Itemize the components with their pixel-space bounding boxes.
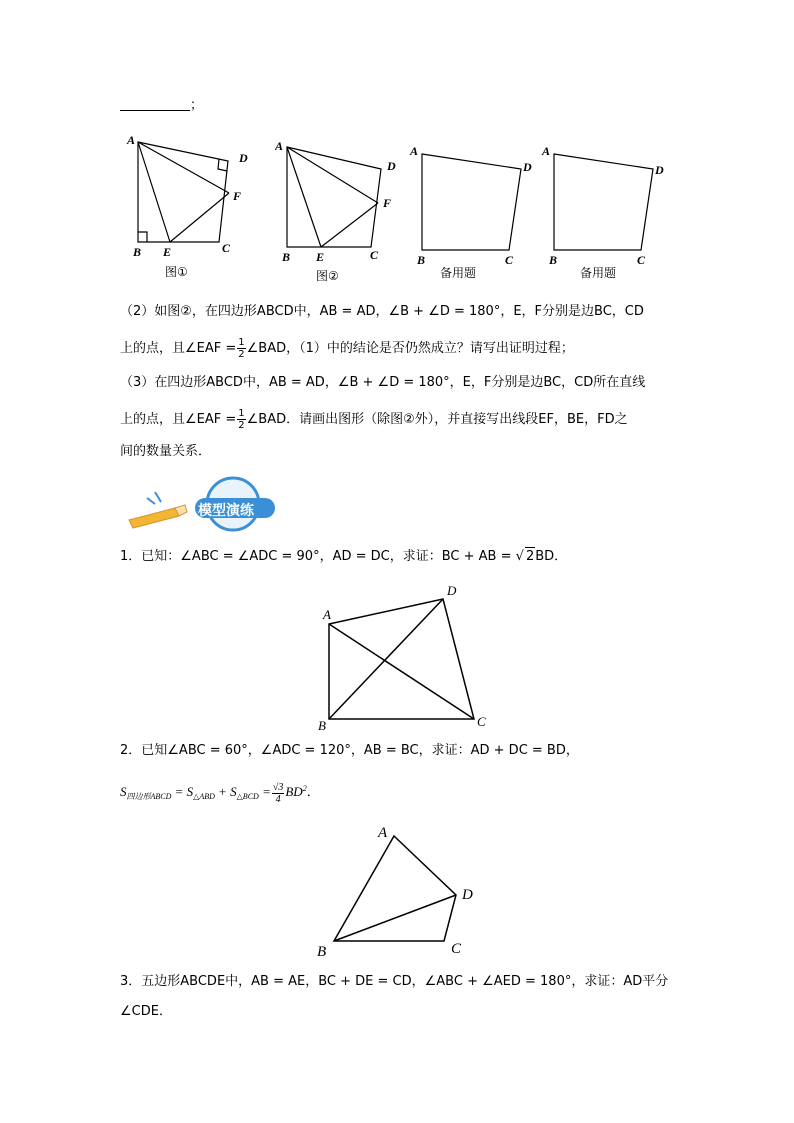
- spare1-label-a: A: [410, 144, 419, 158]
- figure-2: [275, 137, 400, 277]
- q2-line2-post: ∠BAD，（1）中的结论是否仍然成立？请写出证明过程；: [246, 341, 574, 356]
- q3-line2: [120, 408, 628, 431]
- ex2-label-d: D: [462, 887, 473, 903]
- ex2-quadrilateral: [334, 836, 456, 941]
- ex1-figure: [315, 582, 495, 732]
- ex1-label-c: C: [477, 714, 486, 729]
- ex1-sqrt-symbol: √: [515, 549, 524, 564]
- q3-line2-pre: 上的点，且∠EAF =: [120, 412, 237, 427]
- fig2-segment-ae: [287, 147, 321, 247]
- q2-frac-num: 1: [238, 337, 245, 348]
- spare2-label-b: B: [549, 253, 558, 267]
- ex2-tail-sup: 2: [302, 784, 307, 793]
- q2-frac-den: 2: [238, 349, 245, 360]
- fig1-label-d: D: [239, 151, 248, 165]
- ex1-quadrilateral: [329, 599, 474, 719]
- spare2-label-c: C: [637, 253, 646, 267]
- fig2-segment-ef: [321, 203, 378, 247]
- ex2-label-a: A: [378, 825, 388, 841]
- ex3-line2: ∠CDE．: [120, 1004, 172, 1019]
- ex2-s2-sub: △BCD: [236, 792, 259, 801]
- fig1-right-angle-b: [138, 232, 147, 242]
- banner-label: 模型演练: [198, 503, 254, 519]
- ex2-s-main-sub: 四边形ABCD: [126, 792, 172, 801]
- fig2-label-d: D: [387, 159, 396, 173]
- ex1-text-pre: 1．已知：∠ABC = ∠ADC = 90°，AD = DC，求证：BC + AB =: [120, 549, 512, 564]
- ex2-fraction: [272, 782, 285, 805]
- ex1-label-b: B: [318, 718, 326, 732]
- fig2-quadrilateral: [287, 147, 381, 247]
- fig1-quadrilateral: [138, 142, 228, 242]
- pencil-icon: [129, 492, 187, 528]
- ex2-label-c: C: [451, 941, 462, 957]
- answer-blank-suffix: ；: [190, 98, 204, 113]
- ex2-end: ．: [306, 784, 320, 799]
- ex2-eq2: + S: [214, 784, 237, 799]
- ex2-line1: 2．已知∠ABC = 60°，∠ADC = 120°，AB = BC，求证：AD + DC = BD，: [120, 743, 579, 758]
- q3-fraction: [237, 408, 245, 431]
- fig2-label-b: B: [282, 250, 291, 264]
- q3-frac-den: 2: [238, 420, 245, 431]
- answer-blank-line: [120, 110, 190, 111]
- q2-fraction: [237, 337, 245, 360]
- fig1-label-f: F: [233, 189, 242, 203]
- fig2-label-e: E: [316, 250, 325, 264]
- q2-line2-pre: 上的点，且∠EAF =: [120, 341, 237, 356]
- fig1-label-b: B: [133, 245, 142, 259]
- ex1-label-a: A: [323, 607, 331, 622]
- fig2-segment-af: [287, 147, 378, 203]
- fig2-label-c: C: [370, 248, 379, 262]
- fig1-label-e: E: [163, 245, 172, 259]
- ex1-line: [120, 547, 567, 566]
- fig2-label-f: F: [383, 196, 392, 210]
- spare1-quadrilateral: [422, 154, 521, 250]
- fig2-caption: 图②: [316, 269, 339, 283]
- fig1-caption: 图①: [165, 265, 188, 279]
- ex1-label-d: D: [447, 583, 457, 598]
- spare2-label-d: D: [655, 163, 664, 177]
- q3-line3: 间的数量关系．: [120, 444, 212, 459]
- spare2-label-a: A: [542, 144, 551, 158]
- spare2-quadrilateral: [554, 154, 653, 250]
- q2-line2: [120, 337, 574, 360]
- ex2-eq3: =: [258, 784, 271, 799]
- fig2-label-a: A: [275, 139, 284, 153]
- ex2-eq1: = S: [171, 784, 194, 799]
- ex2-s1-sub: △ABD: [193, 792, 215, 801]
- figure-1: [125, 132, 255, 277]
- ex2-frac-num: √3: [272, 781, 284, 793]
- q3-line1: （3）在四边形ABCD中，AB = AD，∠B + ∠D = 180°，E，F分别是边BC，CD所在直线: [120, 375, 646, 390]
- ex2-line2: [120, 780, 320, 806]
- ex2-frac-den: 4: [275, 793, 281, 805]
- fig1-label-a: A: [127, 133, 136, 147]
- spare2-caption: 备用题: [580, 266, 617, 280]
- ex1-diagonal-bd: [329, 599, 443, 719]
- ex2-s-main: S: [120, 784, 127, 799]
- ex3-line1: 3．五边形ABCDE中，AB = AE，BC + DE = CD，∠ABC + ∠AED = 180°，求证：AD平分: [120, 974, 669, 989]
- q3-line2-post: ∠BAD．请画出图形（除图②外），并直接写出线段EF，BE，FD之: [246, 412, 628, 427]
- fig1-label-c: C: [222, 241, 231, 255]
- spare1-label-c: C: [505, 253, 514, 267]
- q2-line1: （2）如图②，在四边形ABCD中，AB = AD，∠B + ∠D = 180°，E，F分别是边BC，CD: [120, 304, 644, 319]
- ex2-tail: BD: [285, 784, 303, 799]
- spare1-caption: 备用题: [440, 266, 477, 280]
- spare-figure-2: [537, 142, 672, 267]
- q3-frac-num: 1: [238, 408, 245, 419]
- ex1-diagonal-ac: [329, 624, 474, 719]
- ex2-diagonal-bd: [334, 895, 456, 941]
- spare1-label-d: D: [523, 160, 532, 174]
- ex2-label-b: B: [317, 944, 327, 960]
- spare1-label-b: B: [417, 253, 426, 267]
- ex2-figure: [310, 820, 490, 965]
- ex1-text-post: BD．: [535, 549, 568, 564]
- ex1-sqrt-value: 2: [525, 549, 535, 564]
- spare-figure-1: [405, 142, 535, 267]
